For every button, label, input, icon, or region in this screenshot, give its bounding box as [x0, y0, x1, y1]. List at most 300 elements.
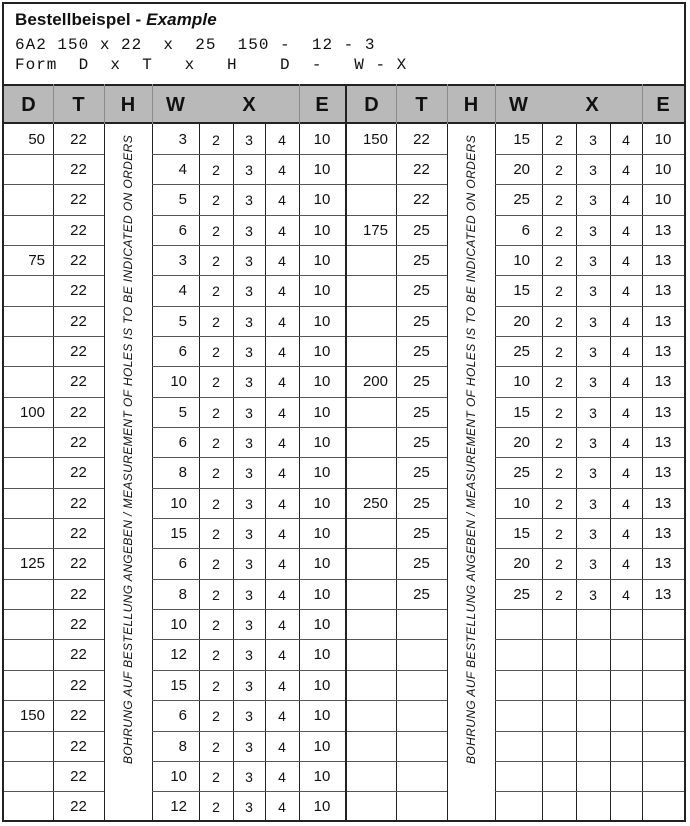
right-cell-w: 25 [513, 191, 530, 209]
right-cell-d [347, 762, 388, 792]
left-cell-x1: 2 [212, 465, 220, 482]
left-cell-x1: 2 [212, 677, 220, 694]
right-cell-x2 [576, 792, 610, 822]
left-cell-t: 22 [70, 160, 87, 178]
left-cell-t: 22 [70, 342, 87, 360]
right-cell-t: 22 [413, 160, 430, 178]
right-cell-w: 6 [521, 221, 530, 239]
left-cell-e: 10 [313, 191, 331, 209]
right-cell-e: 13 [654, 221, 672, 239]
left-header-rule [104, 84, 105, 124]
left-cell-e: 10 [313, 434, 331, 451]
left-cell-x3: 4 [278, 283, 286, 300]
left-col-header-h: H [120, 94, 136, 116]
left-cell-t: 22 [70, 798, 87, 816]
right-cell-e: 13 [654, 585, 672, 603]
right-cell-t: 25 [413, 221, 430, 239]
right-cell-x2 [576, 732, 610, 762]
left-cell-x1: 2 [212, 738, 220, 755]
left-cell-x2: 3 [245, 404, 253, 421]
right-cell-t [396, 671, 447, 701]
right-cell-x3 [610, 701, 642, 731]
table-left [4, 84, 345, 822]
right-cell-x1 [542, 792, 576, 822]
right-col-header-t: T [415, 94, 428, 116]
right-cell-x2: 3 [589, 374, 597, 391]
right-cell-t [396, 732, 447, 762]
right-cell-x3 [610, 671, 642, 701]
right-cell-x3: 4 [622, 586, 630, 603]
left-cell-w: 8 [178, 464, 187, 482]
left-cell-x3: 4 [278, 404, 286, 421]
left-cell-x2: 3 [245, 708, 253, 725]
right-col-rule [447, 124, 448, 822]
left-cell-x2: 3 [245, 435, 253, 451]
header-title [15, 10, 217, 30]
right-cell-d [347, 549, 388, 579]
left-cell-x3: 4 [278, 738, 286, 755]
title-english: Example [146, 10, 217, 29]
right-cell-x2 [576, 640, 610, 670]
right-cell-x1 [542, 762, 576, 792]
left-cell-x2: 3 [245, 343, 253, 360]
right-cell-e: 13 [654, 525, 672, 543]
left-cell-x1: 2 [212, 526, 220, 543]
right-holes-note: BOHRUNG AUF BESTELLUNG ANGEBEN / MEASUREMENT OF HOLES IS TO BE INDICATED ON ORDERS [464, 134, 478, 764]
right-cell-d [347, 701, 388, 731]
left-cell-w: 15 [170, 525, 187, 543]
right-cell-d [347, 671, 388, 701]
right-cell-t: 25 [413, 403, 430, 421]
right-cell-x2: 3 [589, 556, 597, 573]
left-cell-e: 10 [313, 767, 331, 785]
left-cell-x1: 2 [212, 161, 220, 178]
left-cell-x2: 3 [245, 131, 253, 148]
left-cell-d: 125 [19, 555, 45, 573]
left-cell-d [4, 216, 45, 246]
left-cell-t: 22 [70, 130, 87, 148]
right-cell-t: 25 [413, 434, 430, 451]
right-cell-d [347, 732, 388, 762]
left-cell-x2: 3 [245, 313, 253, 330]
left-cell-d [4, 428, 45, 458]
left-cell-d [4, 337, 45, 367]
right-cell-t: 25 [413, 282, 430, 300]
left-cell-t: 22 [70, 191, 87, 209]
left-cell-t: 22 [70, 373, 87, 391]
right-cell-x1: 2 [555, 495, 563, 512]
right-cell-d [347, 246, 388, 276]
left-cell-t: 22 [70, 646, 87, 664]
left-cell-x3: 4 [278, 343, 286, 360]
right-cell-x1 [542, 610, 576, 640]
left-cell-d [4, 367, 45, 397]
right-cell-x3: 4 [622, 252, 630, 269]
right-cell-w: 20 [513, 312, 530, 330]
right-cell-x1: 2 [555, 404, 563, 421]
left-cell-t: 22 [70, 737, 87, 755]
right-cell-t: 25 [413, 494, 430, 512]
left-cell-x3: 4 [278, 192, 286, 209]
left-cell-x3: 4 [278, 586, 286, 603]
left-cell-x2: 3 [245, 799, 253, 816]
right-cell-e [642, 640, 684, 670]
left-cell-d [4, 519, 45, 549]
right-cell-w [495, 732, 530, 762]
right-cell-e: 13 [654, 282, 672, 300]
right-cell-e: 13 [654, 403, 672, 421]
right-cell-t [396, 610, 447, 640]
right-cell-e: 13 [654, 342, 672, 360]
left-cell-x1: 2 [212, 647, 220, 664]
right-cell-x3 [610, 762, 642, 792]
right-cell-e [642, 762, 684, 792]
left-cell-e: 10 [313, 160, 331, 178]
right-col-header-d: D [364, 94, 379, 116]
left-cell-d [4, 489, 45, 519]
left-cell-e: 10 [313, 707, 331, 725]
right-cell-x1: 2 [555, 192, 563, 209]
right-cell-x2: 3 [589, 526, 597, 543]
right-cell-w: 20 [513, 555, 530, 573]
left-cell-x1: 2 [212, 192, 220, 209]
left-cell-x1: 2 [212, 495, 220, 512]
left-cell-d [4, 580, 45, 610]
left-cell-x3: 4 [278, 435, 286, 451]
right-cell-e [642, 610, 684, 640]
right-cell-w [495, 671, 530, 701]
right-cell-e: 13 [654, 494, 672, 512]
left-cell-x3: 4 [278, 708, 286, 725]
right-cell-w: 20 [513, 434, 530, 451]
left-cell-t: 22 [70, 707, 87, 725]
left-cell-t: 22 [70, 403, 87, 421]
left-cell-x3: 4 [278, 252, 286, 269]
left-cell-e: 10 [313, 585, 331, 603]
right-cell-x3: 4 [622, 526, 630, 543]
left-cell-x2: 3 [245, 222, 253, 239]
right-cell-x3 [610, 792, 642, 822]
title-german: Bestellbeispel - [15, 10, 142, 29]
left-cell-w: 5 [178, 403, 187, 421]
left-col-header-e: E [315, 94, 329, 116]
right-cell-d [347, 155, 388, 185]
left-cell-e: 10 [313, 525, 331, 543]
right-cell-x2: 3 [589, 313, 597, 330]
right-cell-e [642, 792, 684, 822]
left-holes-note: BOHRUNG AUF BESTELLUNG ANGEBEN / MEASUREMENT OF HOLES IS TO BE INDICATED ON ORDERS [121, 134, 135, 764]
left-cell-x3: 4 [278, 131, 286, 148]
left-cell-d: 75 [28, 251, 45, 269]
right-cell-w: 10 [513, 251, 530, 269]
right-cell-x3 [610, 640, 642, 670]
right-cell-d: 250 [362, 494, 388, 512]
left-cell-x3: 4 [278, 647, 286, 664]
left-col-header-t: T [72, 94, 85, 116]
right-cell-x1: 2 [555, 435, 563, 451]
left-cell-d [4, 276, 45, 306]
left-cell-x2: 3 [245, 617, 253, 634]
right-cell-x1: 2 [555, 222, 563, 239]
left-col-header-w: W [166, 94, 185, 116]
right-cell-t: 25 [413, 251, 430, 269]
right-cell-x1: 2 [555, 556, 563, 573]
right-cell-x1: 2 [555, 374, 563, 391]
left-cell-w: 6 [178, 221, 187, 239]
left-cell-w: 8 [178, 585, 187, 603]
left-cell-x3: 4 [278, 161, 286, 178]
right-cell-e: 13 [654, 434, 672, 451]
right-cell-t [396, 701, 447, 731]
right-cell-x3: 4 [622, 131, 630, 148]
right-cell-d [347, 185, 388, 215]
left-cell-x1: 2 [212, 313, 220, 330]
left-cell-t: 22 [70, 555, 87, 573]
right-cell-d: 200 [362, 373, 388, 391]
right-cell-x2: 3 [589, 252, 597, 269]
right-cell-d [347, 398, 388, 428]
left-cell-d: 50 [28, 130, 45, 148]
right-cell-x2: 3 [589, 404, 597, 421]
right-cell-x3 [610, 732, 642, 762]
left-cell-e: 10 [313, 221, 331, 239]
right-cell-x2: 3 [589, 222, 597, 239]
left-cell-x2: 3 [245, 768, 253, 785]
right-cell-w [495, 762, 530, 792]
right-cell-x1: 2 [555, 252, 563, 269]
left-cell-x1: 2 [212, 586, 220, 603]
right-cell-d [347, 428, 388, 458]
right-cell-w: 15 [513, 525, 530, 543]
left-header-rule [152, 84, 153, 124]
right-cell-x2 [576, 671, 610, 701]
right-header-row [347, 84, 684, 124]
right-col-header-x: X [585, 94, 599, 116]
left-cell-w: 4 [178, 282, 187, 300]
left-cell-x1: 2 [212, 222, 220, 239]
right-cell-x1: 2 [555, 343, 563, 360]
right-cell-x3 [610, 610, 642, 640]
right-cell-w: 25 [513, 342, 530, 360]
left-header-rule [299, 84, 300, 124]
left-cell-w: 12 [170, 646, 187, 664]
left-cell-t: 22 [70, 312, 87, 330]
left-cell-t: 22 [70, 464, 87, 482]
left-cell-e: 10 [313, 130, 331, 148]
right-header-rule [396, 84, 397, 124]
left-cell-x1: 2 [212, 768, 220, 785]
right-cell-d [347, 307, 388, 337]
right-cell-x3: 4 [622, 161, 630, 178]
datasheet-page [2, 2, 686, 822]
left-cell-x2: 3 [245, 647, 253, 664]
left-cell-t: 22 [70, 434, 87, 451]
left-cell-e: 10 [313, 676, 331, 694]
left-cell-w: 10 [170, 767, 187, 785]
left-cell-w: 8 [178, 737, 187, 755]
right-cell-e [642, 671, 684, 701]
left-cell-d [4, 610, 45, 640]
right-cell-x3: 4 [622, 374, 630, 391]
left-cell-t: 22 [70, 585, 87, 603]
right-cell-x1 [542, 701, 576, 731]
right-cell-x2: 3 [589, 161, 597, 178]
right-cell-t [396, 640, 447, 670]
left-cell-x3: 4 [278, 222, 286, 239]
right-cell-w: 10 [513, 494, 530, 512]
right-cell-x3: 4 [622, 313, 630, 330]
right-cell-e [642, 732, 684, 762]
right-cell-e: 13 [654, 464, 672, 482]
order-code-example: 6A2 150 x 22 x 25 150 - 12 - 3 [15, 36, 376, 54]
right-cell-x3: 4 [622, 556, 630, 573]
right-cell-d [347, 580, 388, 610]
right-cell-x3: 4 [622, 283, 630, 300]
left-cell-w: 6 [178, 342, 187, 360]
left-cell-x3: 4 [278, 495, 286, 512]
right-cell-t: 25 [413, 585, 430, 603]
right-cell-t: 25 [413, 555, 430, 573]
left-cell-x3: 4 [278, 556, 286, 573]
right-cell-t: 25 [413, 342, 430, 360]
order-example-header [4, 4, 684, 84]
right-cell-w: 25 [513, 585, 530, 603]
left-cell-x2: 3 [245, 586, 253, 603]
right-cell-t: 25 [413, 525, 430, 543]
right-cell-x3: 4 [622, 192, 630, 209]
left-cell-x1: 2 [212, 131, 220, 148]
left-cell-w: 6 [178, 707, 187, 725]
right-cell-x2: 3 [589, 586, 597, 603]
right-cell-e: 13 [654, 312, 672, 330]
right-cell-w: 15 [513, 282, 530, 300]
left-cell-t: 22 [70, 251, 87, 269]
left-cell-d [4, 155, 45, 185]
right-cell-x2 [576, 610, 610, 640]
left-cell-d: 100 [19, 403, 45, 421]
left-cell-x2: 3 [245, 465, 253, 482]
right-cell-x1: 2 [555, 131, 563, 148]
right-cell-d [347, 337, 388, 367]
left-cell-w: 3 [178, 251, 187, 269]
left-cell-e: 10 [313, 494, 331, 512]
left-cell-x3: 4 [278, 768, 286, 785]
right-cell-x2: 3 [589, 131, 597, 148]
left-cell-d [4, 640, 45, 670]
right-cell-x3: 4 [622, 343, 630, 360]
left-col-rule [104, 124, 105, 822]
left-cell-d [4, 671, 45, 701]
left-cell-w: 5 [178, 312, 187, 330]
right-cell-d [347, 458, 388, 488]
right-cell-e: 10 [654, 130, 672, 148]
left-cell-e: 10 [313, 403, 331, 421]
left-cell-x2: 3 [245, 192, 253, 209]
left-cell-x2: 3 [245, 495, 253, 512]
right-col-header-w: W [509, 94, 528, 116]
left-cell-x1: 2 [212, 799, 220, 816]
right-cell-x2: 3 [589, 192, 597, 209]
right-cell-t: 22 [413, 191, 430, 209]
left-cell-x2: 3 [245, 161, 253, 178]
right-cell-x2: 3 [589, 465, 597, 482]
right-header-rule [642, 84, 643, 124]
left-cell-x1: 2 [212, 374, 220, 391]
right-cell-t [396, 792, 447, 822]
right-cell-w: 10 [513, 373, 530, 391]
right-cell-w [495, 792, 530, 822]
right-cell-d: 150 [362, 130, 388, 148]
left-cell-d [4, 185, 45, 215]
left-cell-t: 22 [70, 676, 87, 694]
right-cell-x2: 3 [589, 495, 597, 512]
left-cell-x3: 4 [278, 374, 286, 391]
left-cell-x2: 3 [245, 556, 253, 573]
left-cell-x2: 3 [245, 374, 253, 391]
order-code-legend: Form D x T x H D - W - X [15, 56, 408, 74]
left-cell-x3: 4 [278, 313, 286, 330]
table-right [347, 84, 684, 822]
left-cell-w: 5 [178, 191, 187, 209]
right-cell-x1: 2 [555, 526, 563, 543]
left-cell-w: 3 [178, 130, 187, 148]
right-cell-x1 [542, 671, 576, 701]
left-cell-x2: 3 [245, 677, 253, 694]
right-cell-d [347, 610, 388, 640]
left-cell-e: 10 [313, 555, 331, 573]
left-cell-t: 22 [70, 494, 87, 512]
left-cell-e: 10 [313, 646, 331, 664]
right-cell-w: 20 [513, 160, 530, 178]
left-cell-x2: 3 [245, 252, 253, 269]
left-cell-x1: 2 [212, 252, 220, 269]
left-header-rule [53, 84, 54, 124]
right-cell-x1: 2 [555, 283, 563, 300]
left-cell-x3: 4 [278, 677, 286, 694]
right-cell-w: 15 [513, 403, 530, 421]
left-cell-d [4, 732, 45, 762]
right-cell-t [396, 762, 447, 792]
right-cell-x3: 4 [622, 222, 630, 239]
left-cell-w: 15 [170, 676, 187, 694]
left-cell-x1: 2 [212, 435, 220, 451]
left-cell-t: 22 [70, 616, 87, 634]
right-cell-x3: 4 [622, 465, 630, 482]
left-cell-x3: 4 [278, 617, 286, 634]
right-cell-x1: 2 [555, 313, 563, 330]
right-col-header-h: H [463, 94, 479, 116]
left-cell-x1: 2 [212, 708, 220, 725]
left-cell-w: 6 [178, 555, 187, 573]
right-cell-x2 [576, 701, 610, 731]
right-cell-e: 10 [654, 191, 672, 209]
right-header-rule [495, 84, 496, 124]
right-cell-t: 25 [413, 373, 430, 391]
left-cell-d [4, 458, 45, 488]
right-cell-t: 25 [413, 312, 430, 330]
right-cell-d [347, 640, 388, 670]
left-cell-d [4, 762, 45, 792]
left-cell-d [4, 792, 45, 822]
left-cell-e: 10 [313, 282, 331, 300]
right-cell-w: 15 [513, 130, 530, 148]
left-cell-x1: 2 [212, 617, 220, 634]
right-cell-d [347, 519, 388, 549]
right-cell-e: 13 [654, 373, 672, 391]
left-cell-e: 10 [313, 737, 331, 755]
right-cell-x1 [542, 640, 576, 670]
left-cell-e: 10 [313, 798, 331, 816]
